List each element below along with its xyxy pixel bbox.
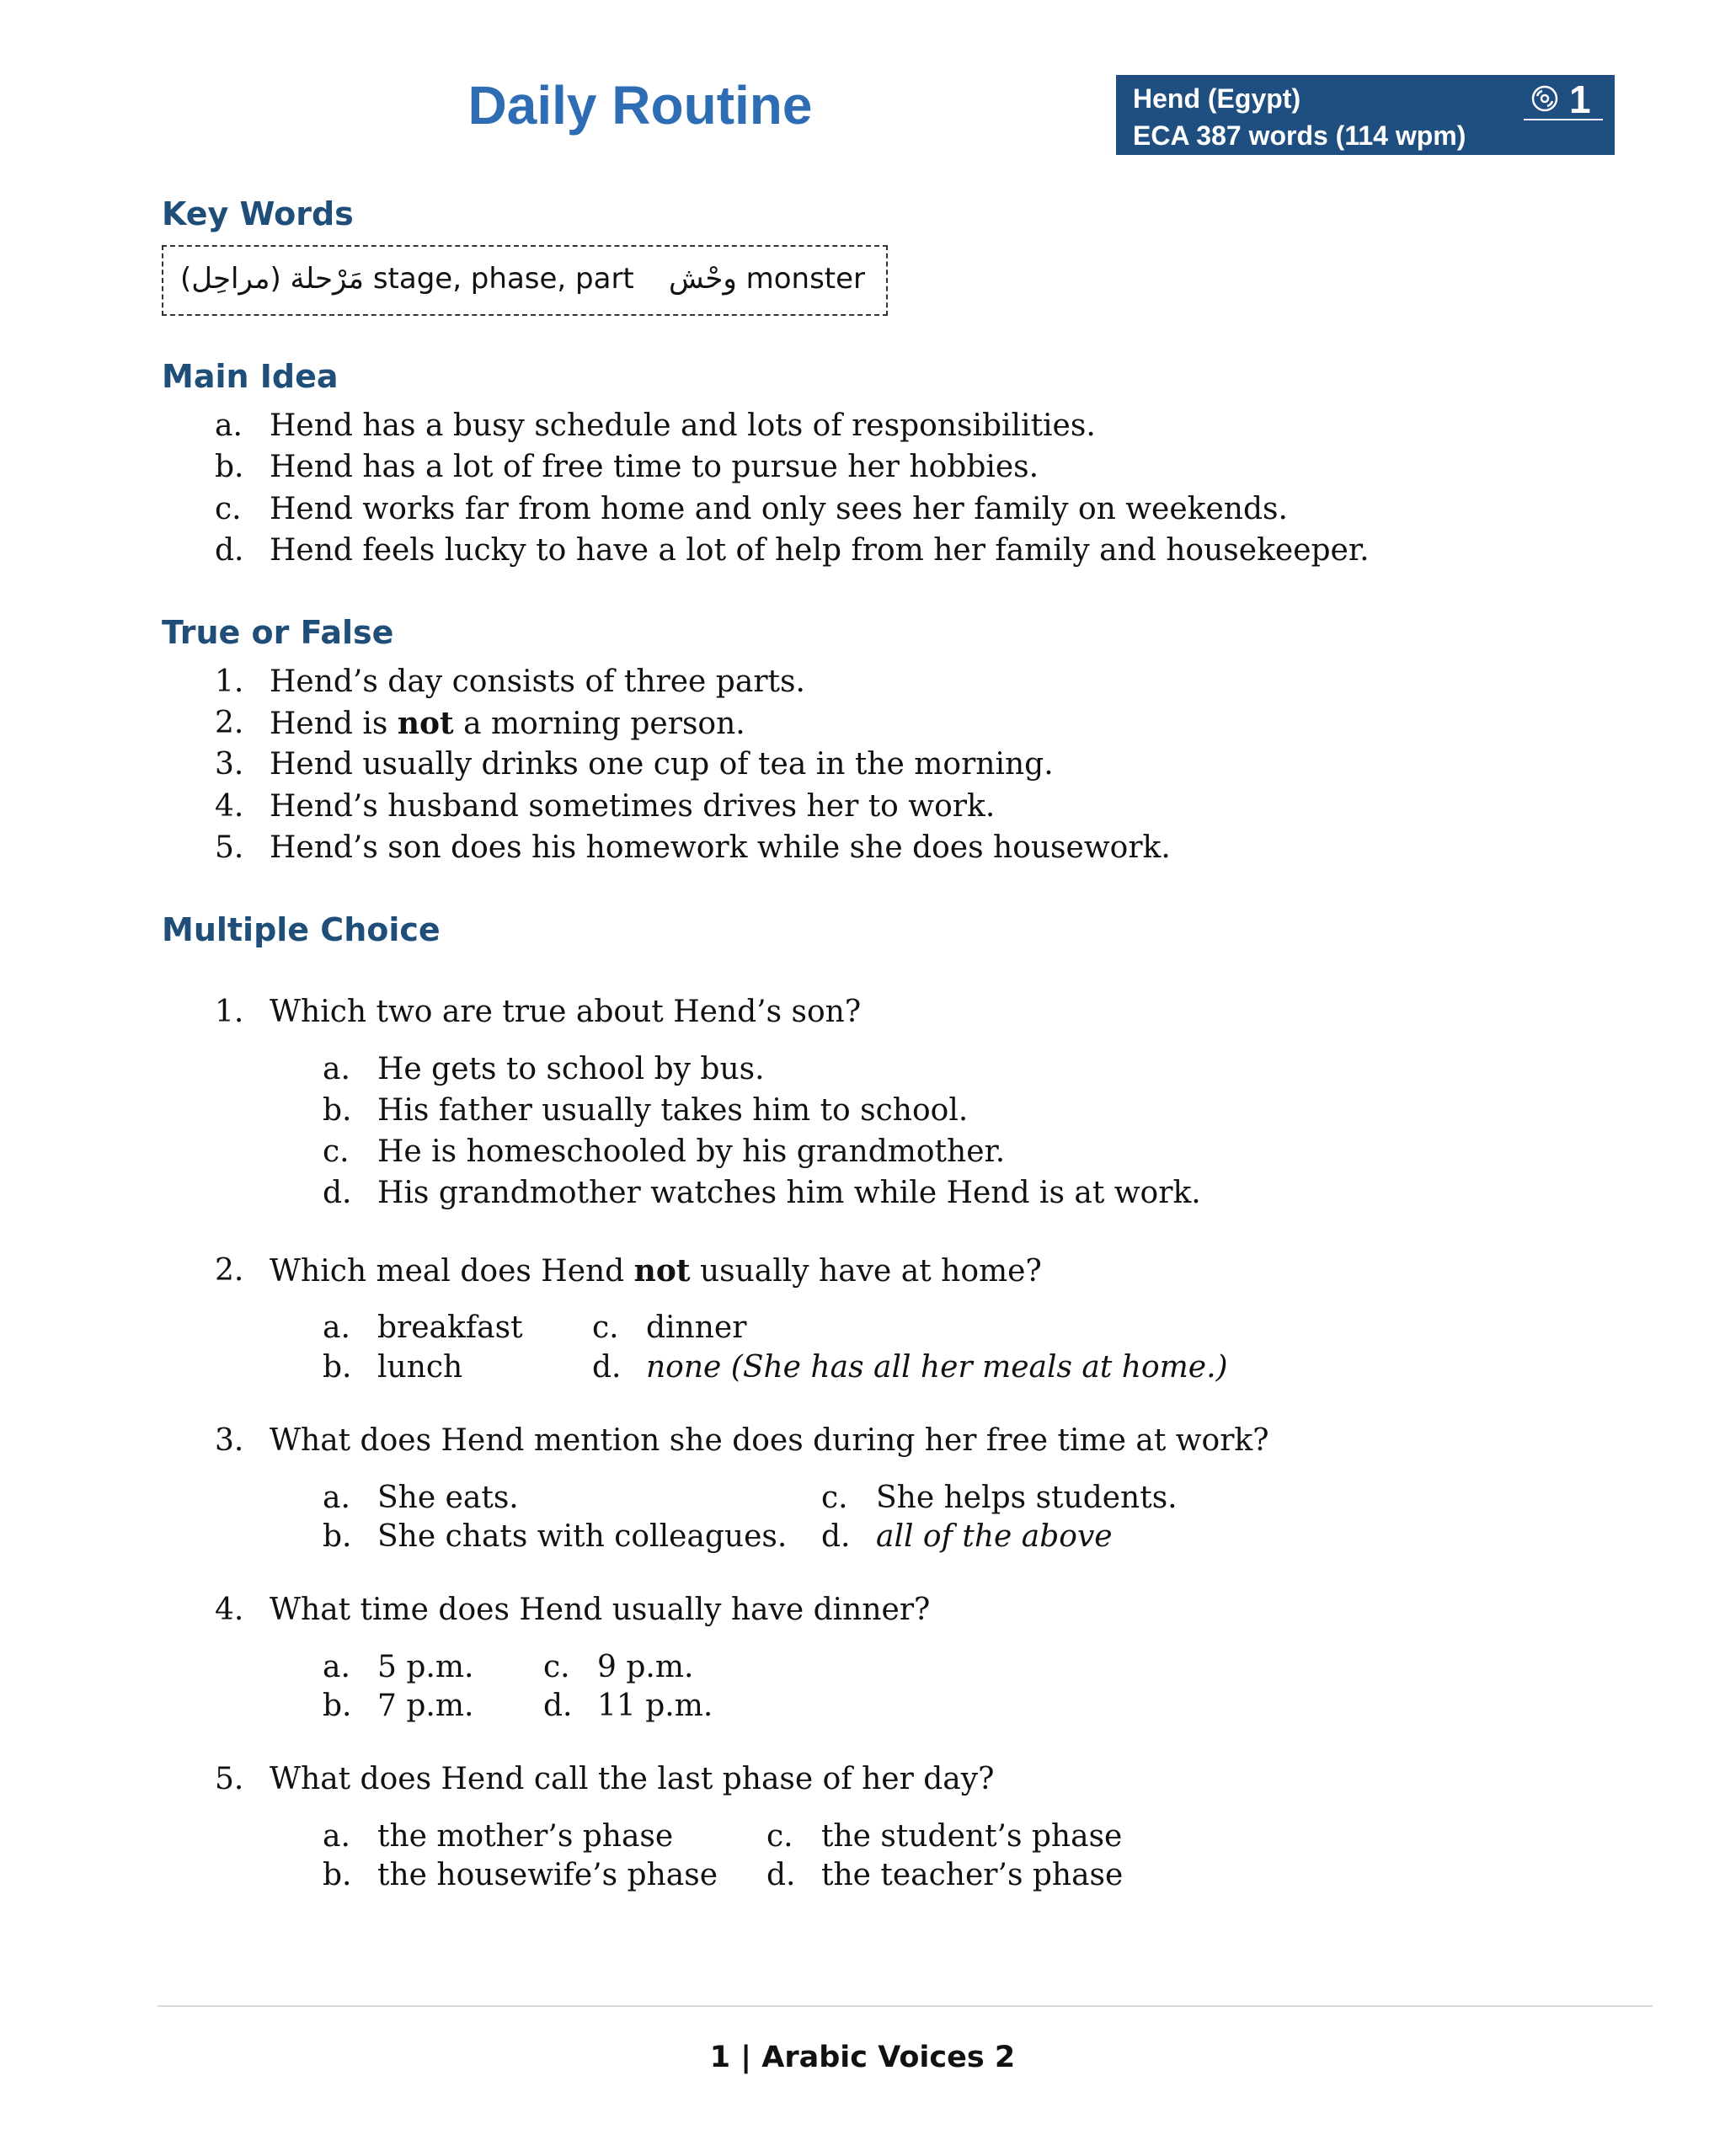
item-number: 4. [215, 789, 244, 824]
option-text: the teacher’s phase [821, 1858, 1124, 1892]
footer-divider [158, 2005, 1653, 2007]
question-text: Which two are true about Hend’s son? [270, 995, 862, 1029]
option-text: Hend feels lucky to have a lot of help from her family and housekeeper. [270, 533, 1370, 568]
option-text: the housewife’s phase [377, 1858, 718, 1892]
page-footer: 1 | Arabic Voices 2 [709, 2041, 1016, 2074]
option-label: a. [323, 1481, 350, 1515]
question-number: 5. [215, 1762, 244, 1796]
divider [1524, 119, 1603, 120]
option-label: d. [592, 1350, 622, 1385]
item-number: 5. [215, 830, 244, 865]
key-word-1-english: stage, phase, part [372, 262, 634, 296]
option-label: c. [766, 1819, 793, 1854]
option-label: d. [215, 533, 244, 568]
option-text: lunch [377, 1350, 463, 1385]
option-text: the student’s phase [821, 1819, 1123, 1854]
question-text: What does Hend mention she does during her free time at work? [270, 1423, 1269, 1458]
option-label: c. [821, 1481, 848, 1515]
key-words-box [162, 245, 888, 316]
option-text: His grandmother watches him while Hend is at work. [377, 1176, 1201, 1210]
option-text: Hend works far from home and only sees her family on weekends. [270, 492, 1288, 526]
option-label: a. [323, 1310, 350, 1345]
option-text: He gets to school by bus. [377, 1052, 765, 1086]
option-text: His father usually takes him to school. [377, 1093, 969, 1128]
speaker-info-box [1116, 75, 1615, 155]
question-number: 1. [215, 995, 244, 1029]
page-title: Daily Routine [467, 75, 813, 136]
option-text: She chats with colleagues. [377, 1519, 788, 1554]
option-label: d. [821, 1519, 851, 1554]
question-number: 4. [215, 1593, 244, 1627]
main-idea-heading: Main Idea [162, 358, 339, 395]
option-text: Hend has a busy schedule and lots of responsibilities. [270, 408, 1096, 443]
speaker-name: Hend (Egypt) [1133, 83, 1301, 114]
option-label: c. [215, 492, 242, 526]
key-word-2 [669, 262, 865, 296]
question-number: 3. [215, 1423, 244, 1458]
item-text: Hend is not a morning person. [270, 706, 745, 741]
option-label: b. [323, 1519, 352, 1554]
option-label: a. [323, 1650, 350, 1684]
option-label: a. [215, 408, 243, 443]
true-false-heading: True or False [162, 614, 394, 651]
option-label: a. [323, 1052, 350, 1086]
question-number: 2. [215, 1253, 244, 1288]
option-label: b. [323, 1350, 352, 1385]
option-text: dinner [646, 1310, 747, 1345]
multiple-choice-heading: Multiple Choice [162, 911, 441, 948]
key-words-heading: Key Words [162, 195, 354, 232]
option-label: a. [323, 1819, 350, 1854]
item-text: Hend’s day consists of three parts. [270, 664, 805, 699]
option-label: b. [323, 1689, 352, 1723]
option-text: 5 p.m. [377, 1650, 474, 1684]
option-text: 11 p.m. [597, 1689, 713, 1723]
question-text: Which meal does Hend not usually have at home? [270, 1253, 1042, 1289]
item-number: 2. [215, 706, 244, 740]
key-word-2-english: monster [745, 262, 866, 296]
option-label: c. [323, 1134, 350, 1169]
option-text: He is homeschooled by his grandmother. [377, 1134, 1006, 1169]
option-label: d. [543, 1689, 573, 1723]
key-word-1 [180, 262, 634, 296]
option-text: She helps students. [876, 1481, 1178, 1515]
item-number: 1. [215, 664, 244, 699]
question-text: What does Hend call the last phase of her day? [270, 1762, 995, 1796]
track-number: 1 [1569, 77, 1591, 121]
cd-disc-icon [1531, 85, 1558, 112]
option-text: She eats. [377, 1481, 519, 1515]
emphasis-not: not [397, 706, 454, 741]
key-word-1-arabic: مَرْحلة (مراحِل) [180, 262, 364, 296]
option-label: d. [323, 1176, 352, 1210]
option-label: d. [766, 1858, 796, 1892]
emphasis-not: not [633, 1253, 691, 1289]
item-text: Hend’s son does his homework while she does housework. [270, 830, 1171, 865]
option-text: breakfast [377, 1310, 523, 1345]
key-word-2-arabic: وحْش [669, 262, 737, 296]
item-number: 3. [215, 747, 244, 782]
item-text: Hend usually drinks one cup of tea in the morning. [270, 747, 1054, 782]
question-text: What time does Hend usually have dinner? [270, 1593, 931, 1627]
option-label: c. [592, 1310, 619, 1345]
option-text: all of the above [876, 1519, 1113, 1554]
option-label: b. [215, 450, 244, 484]
option-text: the mother’s phase [377, 1819, 674, 1854]
option-text: none (She has all her meals at home.) [646, 1350, 1228, 1385]
transcript-details: ECA 387 words (114 wpm) [1133, 120, 1466, 151]
option-text: 9 p.m. [597, 1650, 694, 1684]
option-label: b. [323, 1093, 352, 1128]
option-text: 7 p.m. [377, 1689, 474, 1723]
option-label: c. [543, 1650, 570, 1684]
option-label: b. [323, 1858, 352, 1892]
item-text: Hend’s husband sometimes drives her to work. [270, 789, 996, 824]
option-text: Hend has a lot of free time to pursue her hobbies. [270, 450, 1039, 484]
